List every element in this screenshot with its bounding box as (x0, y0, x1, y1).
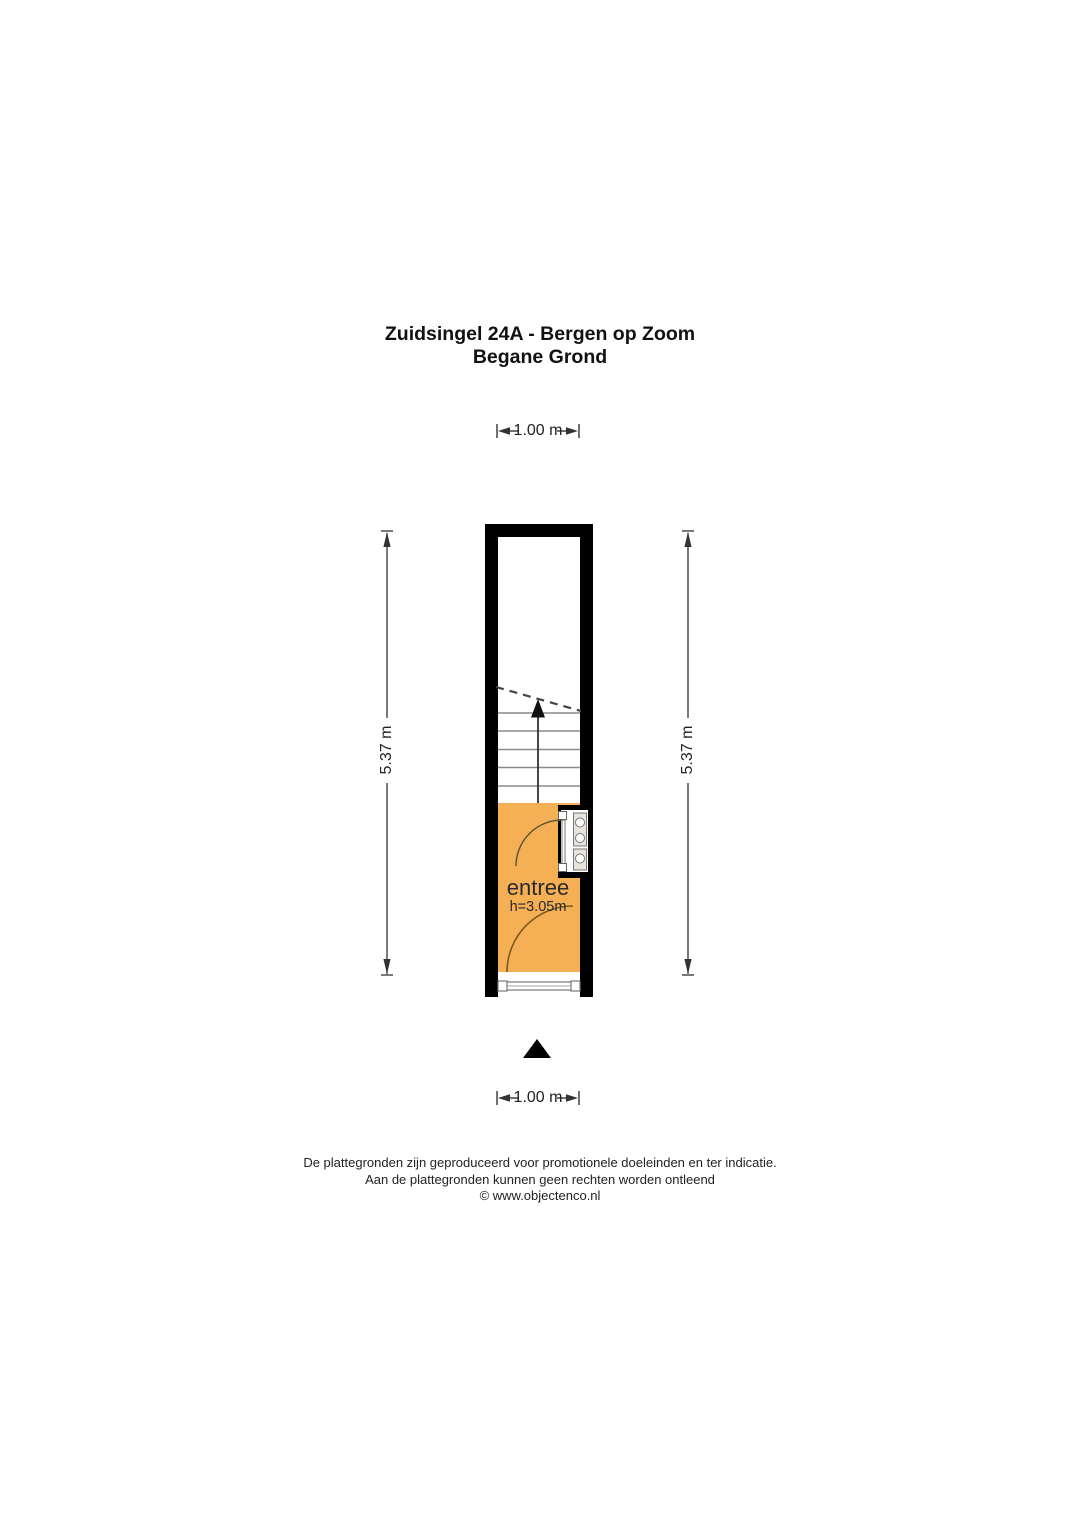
disclaimer-line-2: Aan de plattegronden kunnen geen rechten worden ontleend (365, 1171, 715, 1187)
wall-top (485, 524, 593, 537)
wall-right (580, 524, 593, 997)
meter-dial-icon (576, 854, 585, 863)
door-post (559, 812, 567, 820)
dim-label-left: 5.37 m (378, 725, 395, 775)
door-post (498, 981, 507, 991)
north-arrow-icon (523, 1039, 551, 1058)
meter-dial-icon (576, 818, 585, 827)
dim-label-top: 1.00 m (513, 422, 563, 439)
room-label-entree: entree (506, 875, 570, 900)
wall-left (485, 524, 498, 997)
title-address: Zuidsingel 24A - Bergen op Zoom (384, 323, 696, 345)
dim-label-right: 5.37 m (679, 725, 696, 775)
door-post (559, 864, 567, 872)
footer-disclaimer (0, 1155, 1080, 1205)
copyright-line: © www.objectenco.nl (479, 1188, 601, 1203)
disclaimer-line-1: De plattegronden zijn geproduceerd voor promotionele doeleinden en ter indicatie. (303, 1155, 777, 1170)
title-floor: Begane Grond (472, 345, 608, 368)
door-post (571, 981, 580, 991)
dim-label-bottom: 1.00 m (513, 1089, 563, 1106)
meter-dial-icon (576, 834, 585, 843)
meter-cabinet-door (562, 820, 565, 864)
room-height-label: h=3.05m (509, 899, 567, 915)
